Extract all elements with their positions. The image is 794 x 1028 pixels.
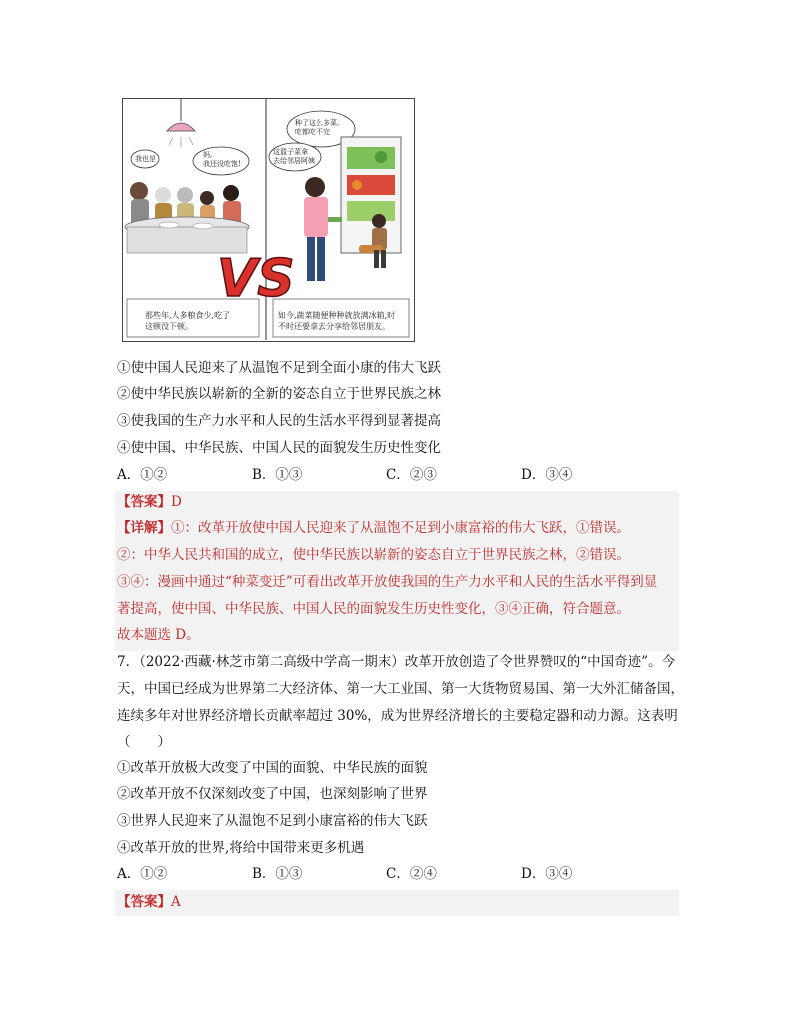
bubble-left-a: 我也是 [135,155,156,163]
q6-item-1: ①使中国人民迎来了从温饱不足到全面小康的伟大飞跃 [117,360,441,376]
q7-answer-block [115,890,679,916]
comic-drawing [123,99,413,340]
q6-detail-line-2: ②：中华人民共和国的成立，使中华民族以崭新的姿态自立于世界民族之林，②错误。 [117,547,630,563]
q6-answer [117,492,182,512]
bubble-left-b [203,151,241,169]
q6-item-3: ③使我国的生产力水平和人民的生活水平得到显著提高 [117,413,441,429]
bubble-line: 这篮子菜拿 [273,148,308,156]
left-caption-line: 那些年,人多粮食少,吃了 [145,311,231,320]
bubble-line: 妈, [203,151,213,159]
q6-detail-line-1 [117,518,630,538]
detail-label: 【详解】 [117,520,171,536]
q7-stem-line-2: 天，中国已经成为世界第二大经济体、第一大工业国、第一大货物贸易国、第一大外汇储备国， [117,681,684,697]
comic-illustration [122,98,415,342]
q6-option-a: A．①② [117,467,168,483]
bubble-line: 我还没吃饱! [203,160,241,168]
q7-option-d: D．③④ [521,866,573,882]
bubble-right-a [295,119,339,137]
right-caption-line: 不时还要拿去分享给邻居朋友。 [278,322,390,331]
q7-stem-line-4: （ ） [117,734,171,750]
bubble-line: 种了这么多菜, [295,119,340,127]
left-caption [145,310,230,332]
q7-stem-line-3: 连续多年对世界经济增长贡献率超过 30%，成为世界经济增长的主要稳定器和动力源。这表明 [117,708,678,724]
bubble-line: 吃都吃不完 [295,128,330,136]
answer-label: 【答案】 [117,494,171,510]
q7-option-a: A．①② [117,866,168,882]
q7-stem-line-1: 7．（2022·西藏·林芝市第二高级中学高一期末）改革开放创造了令世界赞叹的“中国奇迹”。今 [117,654,676,670]
q6-option-c: C．②③ [386,467,437,483]
q7-item-4: ④改革开放的世界,将给中国带来更多机遇 [117,840,365,856]
q6-option-b: B．①③ [252,467,303,483]
right-caption [278,310,395,332]
q6-detail-line-4: 著提高，使中国、中华民族、中国人民的面貌发生历史性变化，③④正确，符合题意。 [117,601,630,617]
q6-option-d: D．③④ [521,467,573,483]
q6-detail-line-5: 故本题选 D。 [117,627,200,643]
q7-item-1: ①改革开放极大改变了中国的面貌、中华民族的面貌 [117,760,428,776]
detail-text: ①：改革开放使中国人民迎来了从温饱不足到小康富裕的伟大飞跃，①错误。 [171,520,630,536]
q7-answer [117,892,181,912]
answer-label: 【答案】 [117,894,171,910]
vs-mark: VS [217,249,295,309]
q6-item-4: ④使中国、中华民族、中国人民的面貌发生历史性变化 [117,440,441,456]
q7-item-3: ③世界人民迎来了从温饱不足到小康富裕的伟大飞跃 [117,813,428,829]
left-caption-line: 这顿没下顿。 [145,322,193,331]
answer-value: A [171,894,181,910]
q6-item-2: ②使中华民族以崭新的全新的姿态自立于世界民族之林 [117,386,441,402]
bubble-line: 去给邻居阿姨 [273,157,315,165]
answer-value: D [171,494,182,510]
bubble-right-b [273,148,315,166]
q6-detail-line-3: ③④：漫画中通过“种菜变迁”可看出改革开放使我国的生产力水平和人民的生活水平得到显 [117,574,658,590]
q7-item-2: ②改革开放不仅深刻改变了中国，也深刻影响了世界 [117,786,428,802]
q7-option-b: B．①③ [252,866,303,882]
right-caption-line: 如今,蔬菜随便种种就放满冰箱,时 [278,311,396,320]
q7-option-c: C．②④ [386,866,437,882]
